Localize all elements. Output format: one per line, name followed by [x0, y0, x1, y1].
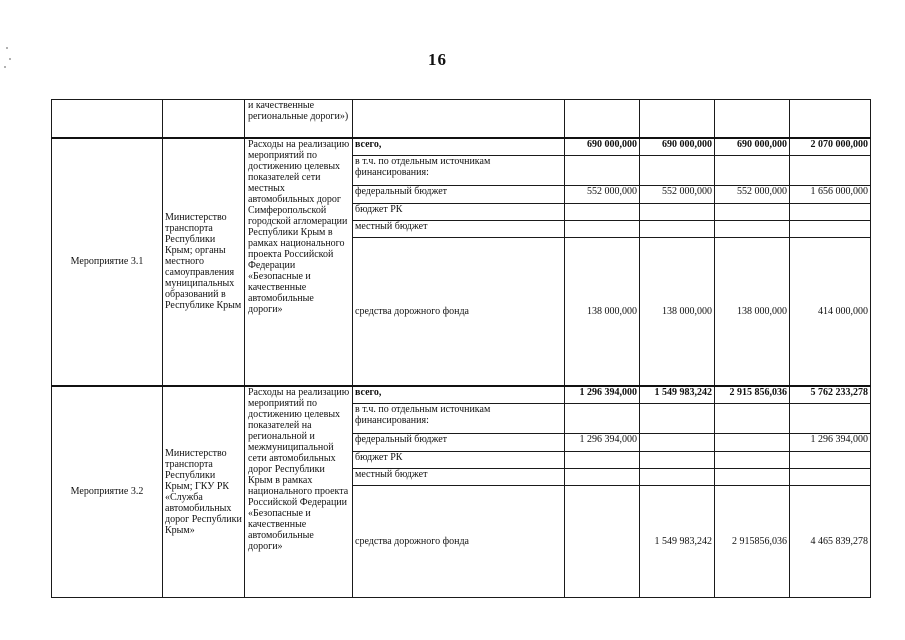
- value-total: 1 656 000,000: [790, 186, 871, 204]
- value-year-1: 690 000,000: [565, 138, 640, 156]
- value-year-2: 1 549 983,242: [640, 486, 715, 598]
- value-total: [790, 156, 871, 186]
- executor: Министерство транспорта Республики Крым; ГКУ РК «Служба автомобильных дорог Республики Крым»: [163, 386, 245, 598]
- value-year-3: [715, 452, 790, 469]
- value-year-1: [565, 156, 640, 186]
- value-total: 4 465 839,278: [790, 486, 871, 598]
- value-total: 5 762 233,278: [790, 386, 871, 404]
- value-total: [790, 204, 871, 221]
- value-cell: [640, 100, 715, 138]
- funding-source: бюджет РК: [353, 452, 565, 469]
- funding-source: средства дорожного фонда: [353, 486, 565, 598]
- description-cell: и качественные региональные дороги»): [245, 100, 353, 138]
- value-year-3: [715, 434, 790, 452]
- value-year-3: [715, 156, 790, 186]
- value-year-1: 552 000,000: [565, 186, 640, 204]
- value-year-2: [640, 452, 715, 469]
- value-year-1: [565, 221, 640, 238]
- funding-source: местный бюджет: [353, 469, 565, 486]
- value-year-1: [565, 404, 640, 434]
- value-cell: [715, 100, 790, 138]
- value-year-1: 1 296 394,000: [565, 386, 640, 404]
- value-total: [790, 404, 871, 434]
- scan-speck: [6, 47, 8, 49]
- value-year-1: [565, 486, 640, 598]
- funding-source: всего,: [353, 138, 565, 156]
- table-row: [52, 138, 871, 156]
- value-cell: [565, 100, 640, 138]
- value-total: 1 296 394,000: [790, 434, 871, 452]
- measure-name-cell: [52, 100, 163, 138]
- value-year-1: [565, 204, 640, 221]
- value-total: [790, 221, 871, 238]
- value-total: 2 070 000,000: [790, 138, 871, 156]
- value-year-3: 138 000,000: [715, 238, 790, 386]
- measure-name: Мероприятие 3.1: [52, 138, 163, 386]
- value-year-2: [640, 434, 715, 452]
- executor-cell: [163, 100, 245, 138]
- value-year-1: 1 296 394,000: [565, 434, 640, 452]
- value-year-2: [640, 469, 715, 486]
- funding-source: федеральный бюджет: [353, 186, 565, 204]
- value-year-3: [715, 204, 790, 221]
- funding-source: всего,: [353, 386, 565, 404]
- value-year-2: [640, 204, 715, 221]
- value-year-2: [640, 221, 715, 238]
- value-year-2: 552 000,000: [640, 186, 715, 204]
- value-year-3: 552 000,000: [715, 186, 790, 204]
- budget-table: [51, 99, 871, 598]
- value-year-3: [715, 221, 790, 238]
- measure-description: Расходы на реализацию мероприятий по достижению целевых показателей на региональной и межмуниципальной сети автомобильных дорог Республики Крым в рамках национального проекта Российской Федерации «Безопасные и качественные автомобильные дороги»: [245, 386, 353, 598]
- value-year-3: 690 000,000: [715, 138, 790, 156]
- value-total: 414 000,000: [790, 238, 871, 386]
- table-row: [52, 386, 871, 404]
- source-cell: [353, 100, 565, 138]
- value-year-2: [640, 156, 715, 186]
- continuation-row: [52, 100, 871, 138]
- value-total: [790, 469, 871, 486]
- measure-name: Мероприятие 3.2: [52, 386, 163, 598]
- funding-source: в т.ч. по отдельным источникам финансирования:: [353, 404, 565, 434]
- value-year-1: [565, 469, 640, 486]
- funding-source: бюджет РК: [353, 204, 565, 221]
- scan-speck: [9, 58, 11, 60]
- value-year-1: [565, 452, 640, 469]
- value-year-2: 1 549 983,242: [640, 386, 715, 404]
- funding-source: средства дорожного фонда: [353, 238, 565, 386]
- value-year-3: [715, 469, 790, 486]
- scan-speck: [4, 66, 6, 68]
- funding-source: федеральный бюджет: [353, 434, 565, 452]
- measure-description: Расходы на реализацию мероприятий по достижению целевых показателей сети местных автомобильных дорог Симферопольской городской агломерации Республики Крым в рамках национального проекта Российской Федерации «Безопасные и качественные автомобильные дороги»: [245, 138, 353, 386]
- funding-source: местный бюджет: [353, 221, 565, 238]
- value-year-3: [715, 404, 790, 434]
- value-total: [790, 452, 871, 469]
- funding-source: в т.ч. по отдельным источникам финансирования:: [353, 156, 565, 186]
- page-number: 16: [428, 50, 447, 69]
- value-year-2: [640, 404, 715, 434]
- executor: Министерство транспорта Республики Крым; органы местного самоуправления муниципальных образований в Республике Крым: [163, 138, 245, 386]
- value-cell: [790, 100, 871, 138]
- value-year-2: 690 000,000: [640, 138, 715, 156]
- value-year-3: 2 915856,036: [715, 486, 790, 598]
- value-year-2: 138 000,000: [640, 238, 715, 386]
- value-year-3: 2 915 856,036: [715, 386, 790, 404]
- value-year-1: 138 000,000: [565, 238, 640, 386]
